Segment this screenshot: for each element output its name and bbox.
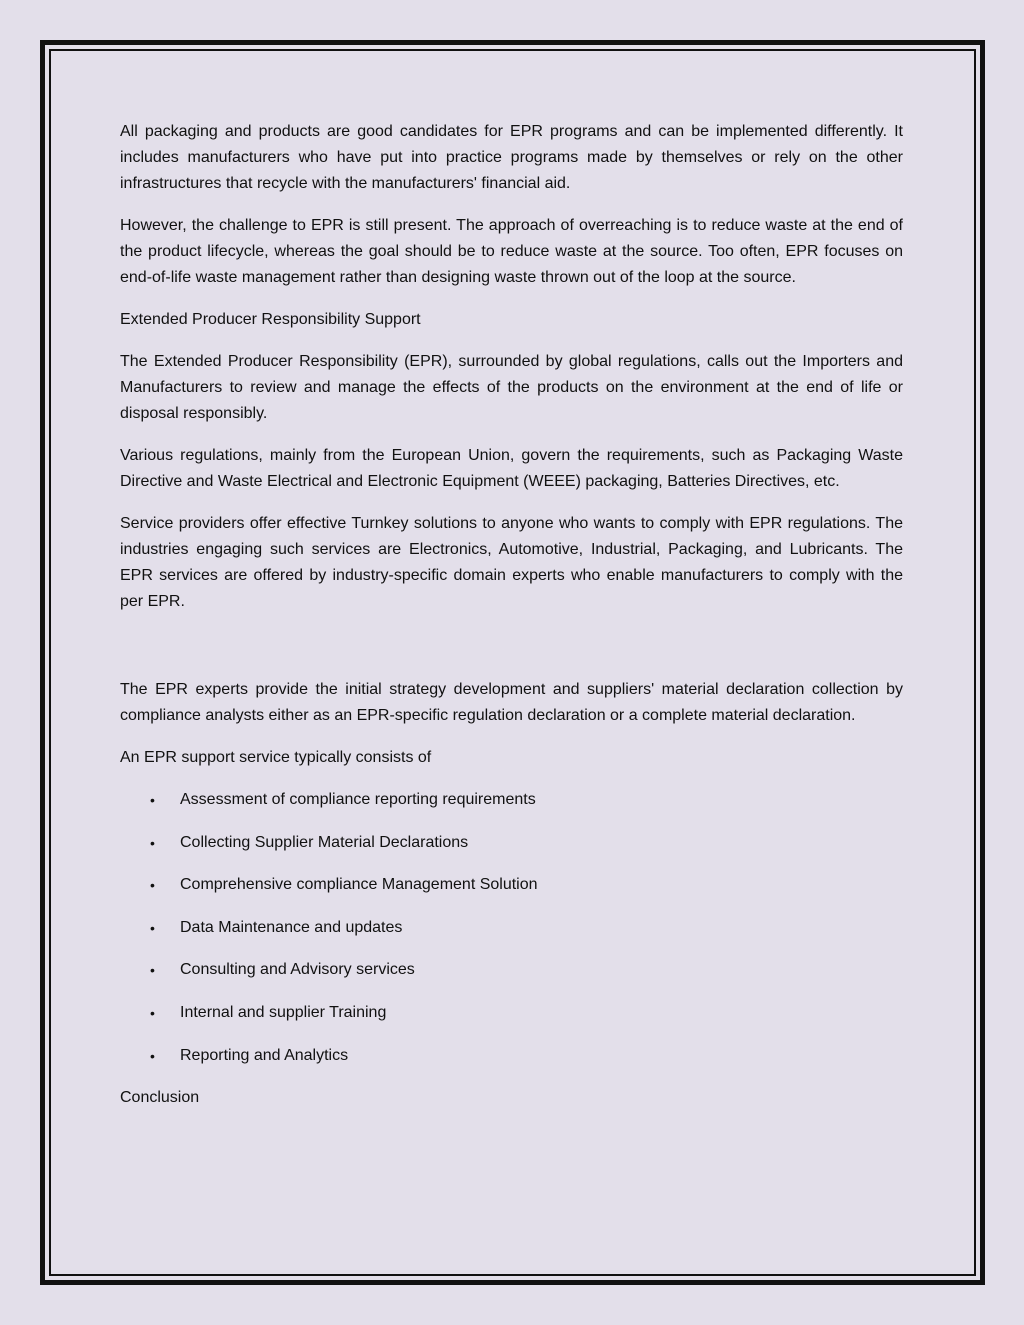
paragraph-epr-candidates: All packaging and products are good candidates for EPR programs and can be implemented differently. It includes manufacturers who have put into practice programs made by themselves or rely on the other infrastructures that recycle with the manufacturers' financial aid. xyxy=(120,123,903,192)
list-item-label: Collecting Supplier Material Declarations xyxy=(180,833,469,851)
paragraph-epr-challenge: However, the challenge to EPR is still present. The approach of overreaching is to reduce waste at the end of the product lifecycle, whereas the goal should be to reduce waste at the source. Too often, EPR focuses on end-of-life waste management rather than designing waste thrown out of the loop at the source. xyxy=(120,217,903,286)
list-item xyxy=(120,1043,903,1069)
list-item-label: Comprehensive compliance Management Solution xyxy=(180,876,538,894)
bullet-icon: • xyxy=(150,1004,155,1021)
list-item-label: Assessment of compliance reporting requirements xyxy=(180,791,536,808)
blank-space xyxy=(120,631,903,677)
paragraph-service-providers: Service providers offer effective Turnkey solutions to anyone who wants to comply with EPR regulations. The industries engaging such services are Electronics, Automotive, Industrial, Packaging, and Lubricants. The EPR services are offered by industry-specific domain experts who enable manufacturers to comply with the per EPR. xyxy=(120,515,903,610)
bullet-icon: • xyxy=(150,919,155,936)
paragraph-epr-experts: The EPR experts provide the initial strategy development and suppliers' material declaration collection by compliance analysts either as an EPR-specific regulation declaration or a complete material declaration. xyxy=(120,681,903,724)
list-item-label: Consulting and Advisory services xyxy=(180,961,415,979)
list-item xyxy=(120,830,903,856)
bullet-icon: • xyxy=(150,962,155,979)
list-item xyxy=(120,787,903,813)
list-item xyxy=(120,872,903,898)
list-item-label: Internal and supplier Training xyxy=(180,1003,387,1021)
bullet-icon: • xyxy=(150,1047,155,1064)
section-heading-epr-support: Extended Producer Responsibility Support xyxy=(120,311,421,328)
paragraph-epr-definition: The Extended Producer Responsibility (EPR), surrounded by global regulations, calls out the Importers and Manufacturers to review and manage the effects of the products on the environment at the end of life or disposal responsibly. xyxy=(120,353,903,422)
list-item-label: Reporting and Analytics xyxy=(180,1046,349,1064)
bullet-icon: • xyxy=(150,834,155,851)
section-heading-conclusion: Conclusion xyxy=(120,1089,200,1107)
bullet-icon: • xyxy=(150,877,155,894)
service-list xyxy=(120,787,903,1069)
list-item xyxy=(120,915,903,941)
list-item xyxy=(120,957,903,983)
document-body xyxy=(120,119,903,1127)
list-item-label: Data Maintenance and updates xyxy=(180,918,403,936)
paragraph-regulations: Various regulations, mainly from the European Union, govern the requirements, such as Packaging Waste Directive and Waste Electrical and Electronic Equipment (WEEE) packaging, Batteries Directives, etc. xyxy=(120,447,903,490)
bullet-icon: • xyxy=(150,792,155,808)
list-item xyxy=(120,1000,903,1026)
list-intro: An EPR support service typically consists of xyxy=(120,749,432,766)
